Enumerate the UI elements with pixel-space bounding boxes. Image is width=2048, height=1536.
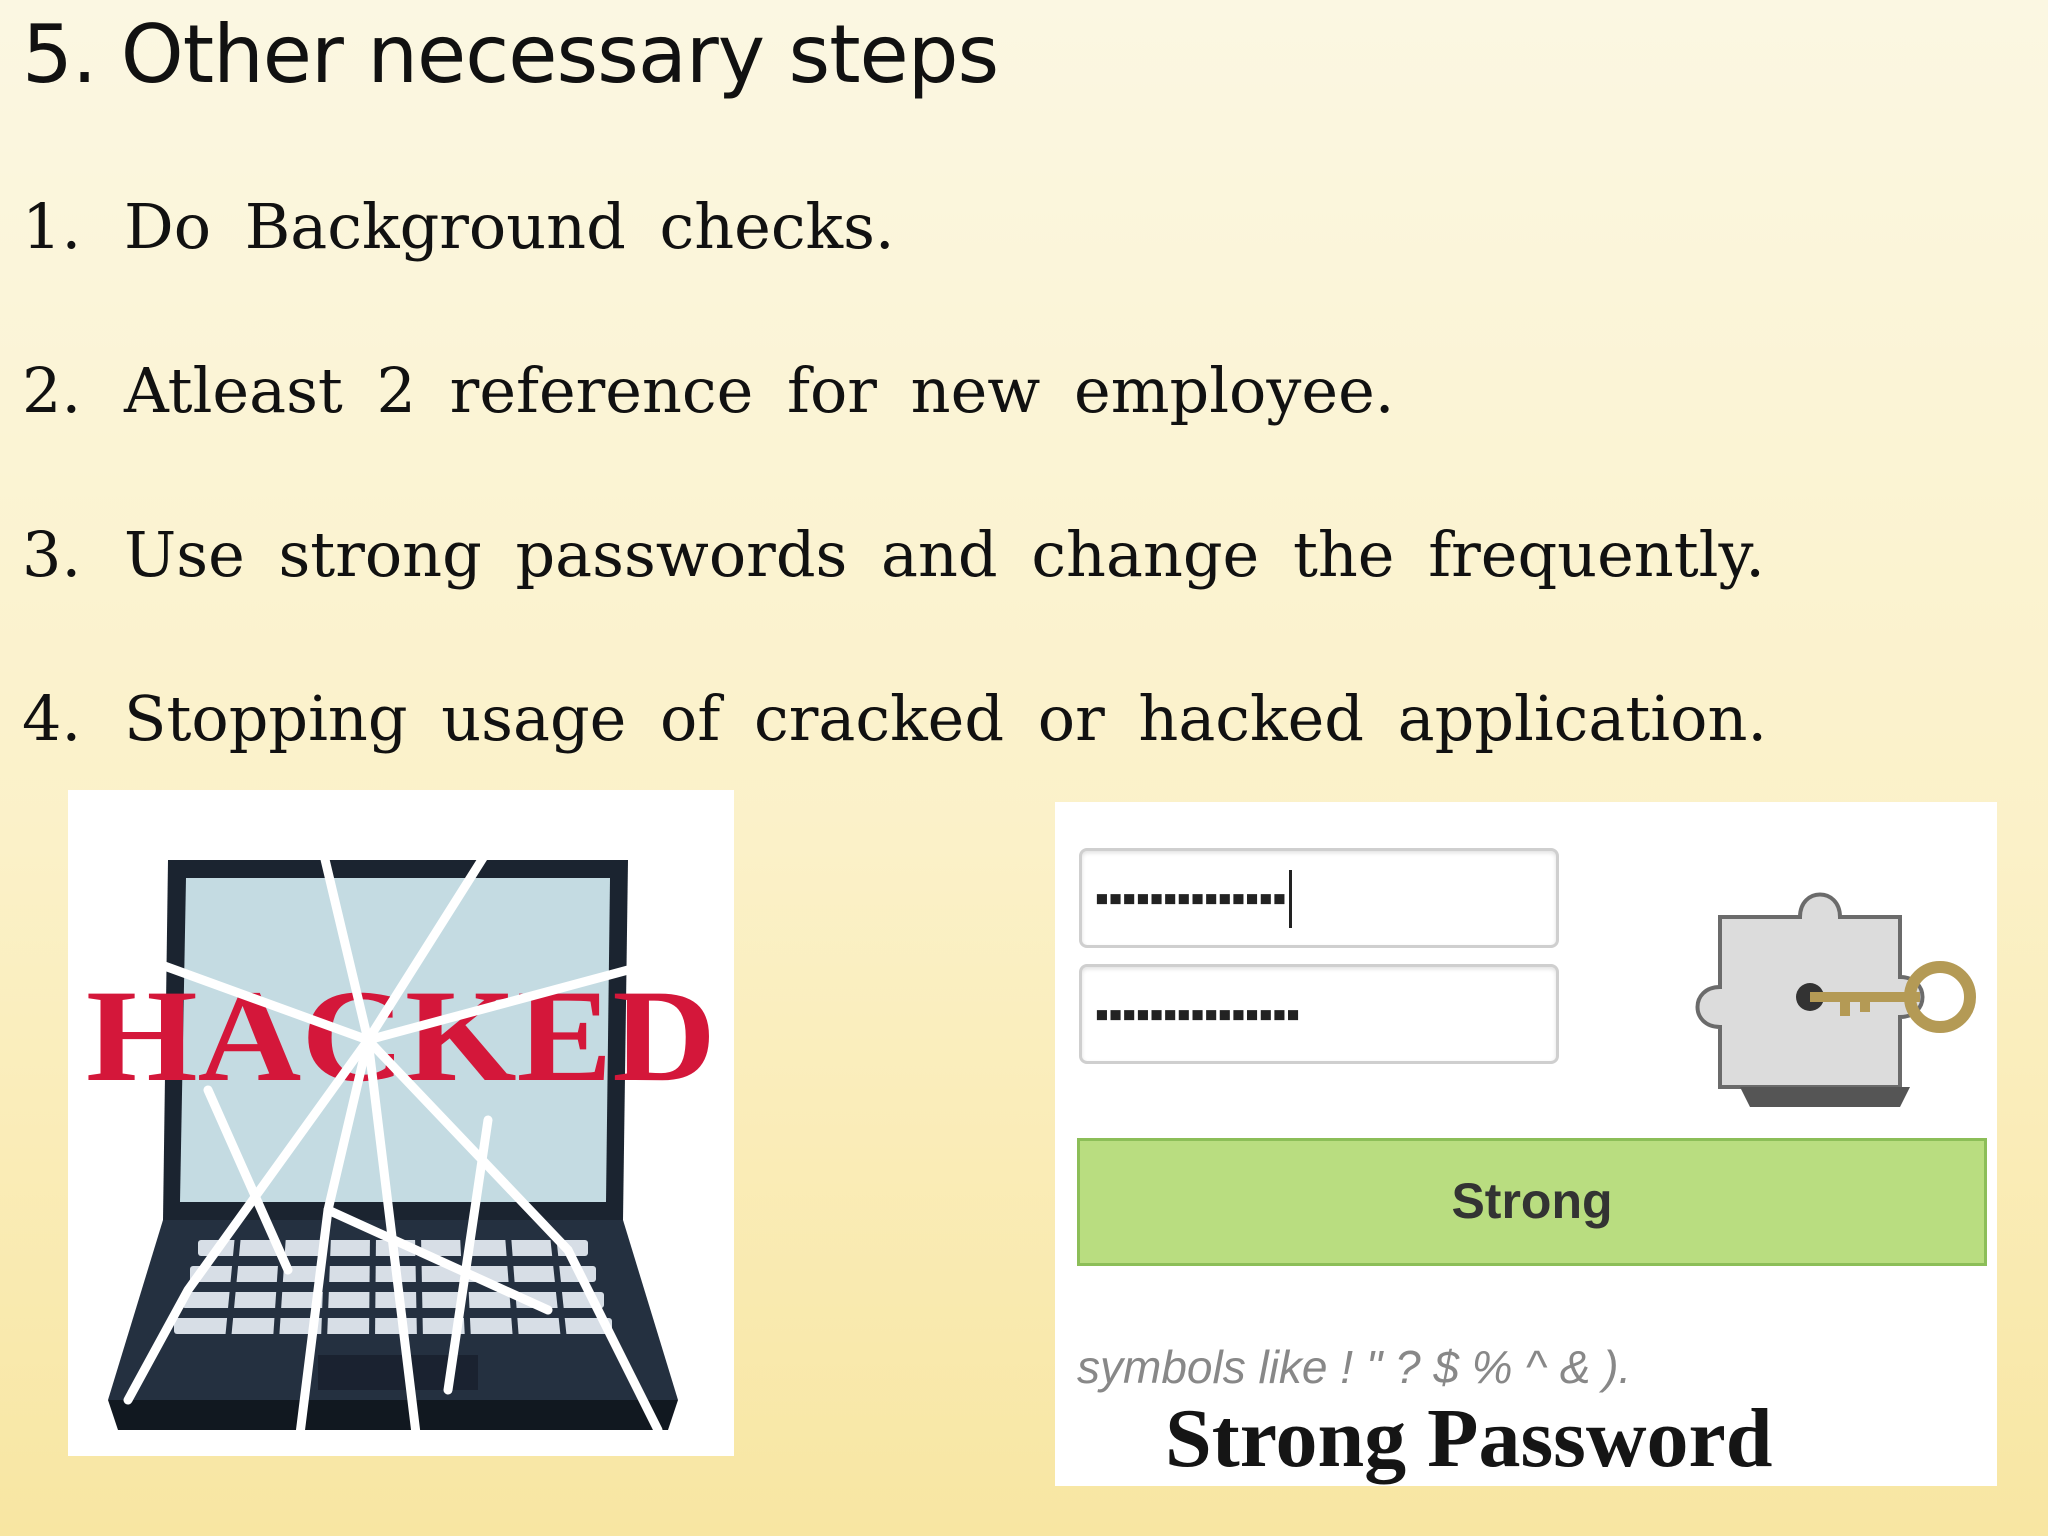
text-caret bbox=[1289, 870, 1292, 928]
hacked-laptop-illustration bbox=[68, 790, 734, 1456]
strong-password-caption: Strong Password bbox=[1165, 1392, 1773, 1485]
step-number: 4. bbox=[22, 682, 82, 755]
step-item bbox=[22, 518, 1765, 591]
step-item bbox=[22, 354, 1395, 427]
password-value: ▪▪▪▪▪▪▪▪▪▪▪▪▪▪ bbox=[1094, 883, 1286, 913]
step-number: 3. bbox=[22, 518, 82, 591]
step-item bbox=[22, 190, 895, 263]
symbols-hint: symbols like ! " ? $ % ^ & ). bbox=[1077, 1341, 1632, 1393]
strength-meter: Strong bbox=[1077, 1138, 1987, 1266]
step-number: 2. bbox=[22, 354, 82, 427]
step-text: Stopping usage of cracked or hacked application. bbox=[124, 682, 1768, 755]
slide-title: 5. Other necessary steps bbox=[22, 8, 999, 101]
confirm-password-value: ▪▪▪▪▪▪▪▪▪▪▪▪▪▪▪ bbox=[1094, 999, 1299, 1029]
step-item bbox=[22, 682, 1767, 755]
confirm-password-field[interactable] bbox=[1079, 964, 1559, 1064]
hacked-laptop-image bbox=[68, 790, 734, 1456]
strong-password-image bbox=[1055, 802, 1997, 1486]
step-text: Atleast 2 reference for new employee. bbox=[124, 354, 1395, 427]
hacked-label: HACKED bbox=[86, 962, 716, 1109]
step-number: 1. bbox=[22, 190, 82, 263]
step-text: Use strong passwords and change the frequently. bbox=[124, 518, 1765, 591]
step-text: Do Background checks. bbox=[124, 190, 895, 263]
password-field[interactable] bbox=[1079, 848, 1559, 948]
puzzle-key-icon bbox=[1650, 857, 1997, 1117]
